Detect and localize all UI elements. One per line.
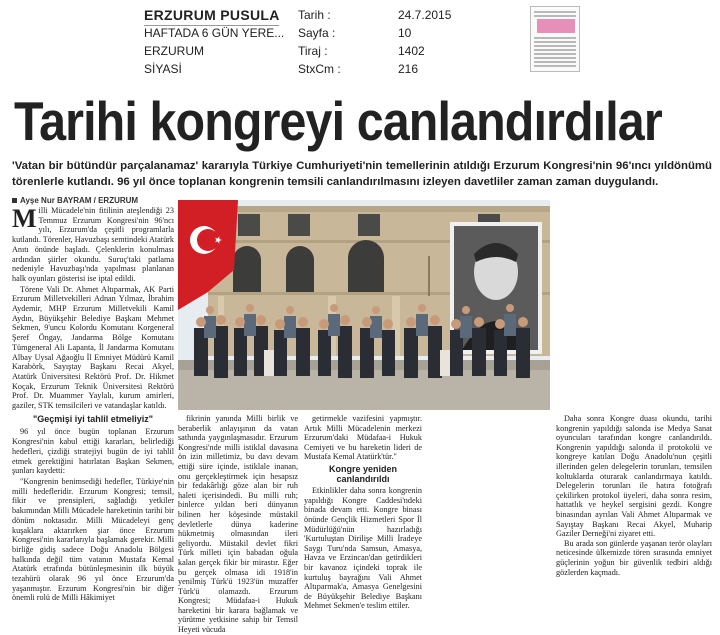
paragraph: fikrinin yanında Milli birlik ve beraberlik anlayışının da vatan sathında yaygınlaşmasıdır. Erzurum Kongresi'nde milli istiklal davasına ön izin milletimiz, bu davı devam ettiği süre içinde, istiklale inanan, onu gerçekleştirmek için hesapsız bir fedakârlığı göze alan bir ruh haleti içerisindedi. Bu milli ruh; binlerce yıldan beri dünyanın bilinen her köşesinde müstakil devletlerle dünya kaderine hükmetmiş olmasından ileri geliyordu. Müstakil devlet fikri Türk milleti için babadan oğula kalan gerçek fikir bir mirastır. Eğer bu gerçek olmasa idi 1918'in yenilmiş Türk'ü 1923'ün muzaffer Türk'ü olamazdı. Erzurum Kongresi; Müdafaa-i Hukuk hareketini bir karara bağlamak ve yürütme yetkisine sahip bir Temsil Heyeti vücuda xyxy=(178,414,298,635)
paragraph: 96 yıl önce bugün toplanan Erzurum Kongresi'nin kabul ettiği kararları, belirlediği hedefleri, çizdiği stratejiyi bugün de iyi tahlil etmek gerektiğini hatırlatan Başkan Sekmen, şunları kaydetti: xyxy=(12,427,174,476)
publication-name: ERZURUM PUSULA xyxy=(144,7,280,23)
clipping-metadata xyxy=(0,0,720,88)
publication-frequency: HAFTADA 6 GÜN YERE... xyxy=(144,26,285,40)
bullet-icon xyxy=(12,198,17,203)
paragraph: getirmekle vazifesini yapmıştır. Artık Milli Mücadelenin merkezi Erzurum'daki Müdafaa-i Hukuk Cemiyeti ve bu hareketin lideri de Mustafa Kemal Atatürk'tür." xyxy=(304,414,422,462)
paragraph: Daha sonra Kongre duası okundu, tarihi kongrenin yapıldığı salonda ise Medya Sanat oyuncuları tarafından kongre canlandırıldı. Kongrenin yapıldığı salonda il protokolü ve kongreye katılan Doğu Anadolu'nun çeşitli illerinden gelen delegelerin torunları, temsilen koltuklarda oturarak canlandırmaya katıldı. Delegelerin torunları ile hatıra fotoğrafı çekilirken protokol üyeleri, daha sonra resim, hattatlık ve heykel sergisini gezdi. Kongre binasından ayrılan Vali Ahmet Altıparmak ve Sayıştay Başkanı Recai Akyel, Muharip Gaziler Derneği'ni ziyaret etti. xyxy=(556,414,712,539)
page-thumbnail[interactable] xyxy=(530,6,580,72)
text-column-4 xyxy=(556,414,712,586)
stxcm-label: StxCm : xyxy=(298,62,341,76)
group-photo xyxy=(178,200,550,410)
byline-text: Ayşe Nur BAYRAM / ERZURUM xyxy=(20,196,139,205)
paragraph: "Kongrenin benimsediği hedefler, Türkiye'nin milli hedefleridir. Erzurum Kongresi; temsil, fikir ve prensipleri, sağladığı yetkiler bakımından Milli Mücadele hareketinin tarihi bir dönüm noktasıdır. Milli Mücadeleyi genç kuşaklara aktarırken şiar önce Erzurum Kongresi'nin kararlarıyla başlamak gerekir. Milli birliğe gidiş sadece Doğu Anadolu Bölgesi halkında değil tüm vatanın Mustafa Kemal Atatürk etrafında bütünleşmesinin ilk büyük tezahürü olarak 96 yıl önce Erzurum'da yaşanmıştır. Erzurum Kongresi'nin bir diğer önemli rolü de Milli Hâkimiyet xyxy=(12,476,174,603)
article-headline: Tarihi kongreyi canlandırdılar xyxy=(14,90,662,152)
circulation-label: Tiraj : xyxy=(298,44,328,58)
text-column-3 xyxy=(304,414,422,611)
news-clipping xyxy=(4,88,716,635)
paragraph: Bu arada son günlerde yaşanan terör olayları neticesinde ülkemizde tören sırasında emniyet güçlerinin yoğun bir güvenlik tedbiri aldığı gözlerden kaçmadı. xyxy=(556,538,712,577)
stxcm-value: 216 xyxy=(398,62,419,76)
publication-city: ERZURUM xyxy=(144,44,204,58)
paragraph: Törene Vali Dr. Ahmet Altıparmak, AK Parti Erzurum Milletvekilleri Adnan Yılmaz, İbrahim Aydemir, MHP Erzurum Milletvekili Kamil Aydın, Büyükşehir Belediye Başkanı Mehmet Sekmen, 9'uncu Kolordu Komutanı Korgeneral Şeref Öngay, Jandarma Bölge Komutanı Tümgeneral Ali Lapanta, İl Jandarma Komutanı Albay Uysal Ağaoğlu İl Emniyet Müdürü Kamil Karabörk, Sayıştay Başkanı Recai Akyel, Atatürk Üniversitesi Rektörü Prof. Dr. Hikmet Koçak, Erzurum Teknik Üniversitesi Rektörü Prof. Dr. Muammer Yaylalı, kurum amirleri, gaziler, STK temsilcileri ve vatandaşlar katıldı. xyxy=(12,284,174,411)
article-deck: 'Vatan bir bütündür parçalanamaz' kararıyla Türkiye Cumhuriyeti'nin temellerinin atıldığı Erzurum Kongresi'nin 96'ıncı yıldönümü törenlerle kutlandı. 96 yıl önce toplanan kongrenin temsili canlandırılmasını izleyen davetliler zaman zaman duygulandı. xyxy=(12,160,712,188)
page-value: 10 xyxy=(398,26,412,40)
date-value: 24.7.2015 xyxy=(398,8,452,22)
text-column-1 xyxy=(12,204,174,603)
text-column-2 xyxy=(178,414,298,635)
date-label: Tarih : xyxy=(298,8,331,22)
subheading: "Geçmişi iyi tahlil etmeliyiz" xyxy=(32,413,154,424)
drop-cap: M xyxy=(12,204,37,233)
circulation-value: 1402 xyxy=(398,44,425,58)
publication-section: SİYASİ xyxy=(144,62,182,76)
page-label: Sayfa : xyxy=(298,26,336,40)
paragraph: illi Mücadele'nin fitilinin ateşlendiği 23 Temmuz Erzurum Kongresi'nin 96'ncı yılı, Erzurum'da çeşitli programlarla kutlandı. Törenler, Havuzbaşı semtindeki Atatürk Anıtı önünde başladı. Çelenklerin konulması ardından şiirler okundu. Suruç'taki patlama nedeniyle Havuzbaşı'nda yapılması planlanan halk oyunları gösterisi ise iptal edildi. xyxy=(12,206,174,283)
subheading: Kongre yeniden canlandırıldı xyxy=(328,463,397,484)
paragraph: Etkinlikler daha sonra kongrenin yapıldığı Kongre Caddesi'ndeki binada devam etti. Kongre binası önünde Gençlik Hizmetleri Spor İl Müdürlüğü'nün hazırladığı 'Kurtuluştan Dirilişe Milli İradeye Saygı Turu'nda Samsun, Amasya, Havza ve Erzincan'dan getirdikleri bir kavanoz içindeki toprak ile kurtuluş bayrağını Vali Ahmet Altıparmak'a, Amasya Genelgesini de Büyükşehir Belediye Başkanı Mehmet Sekmen'e teslim ettiler. xyxy=(304,486,422,611)
thumbnail-highlight xyxy=(537,19,575,33)
